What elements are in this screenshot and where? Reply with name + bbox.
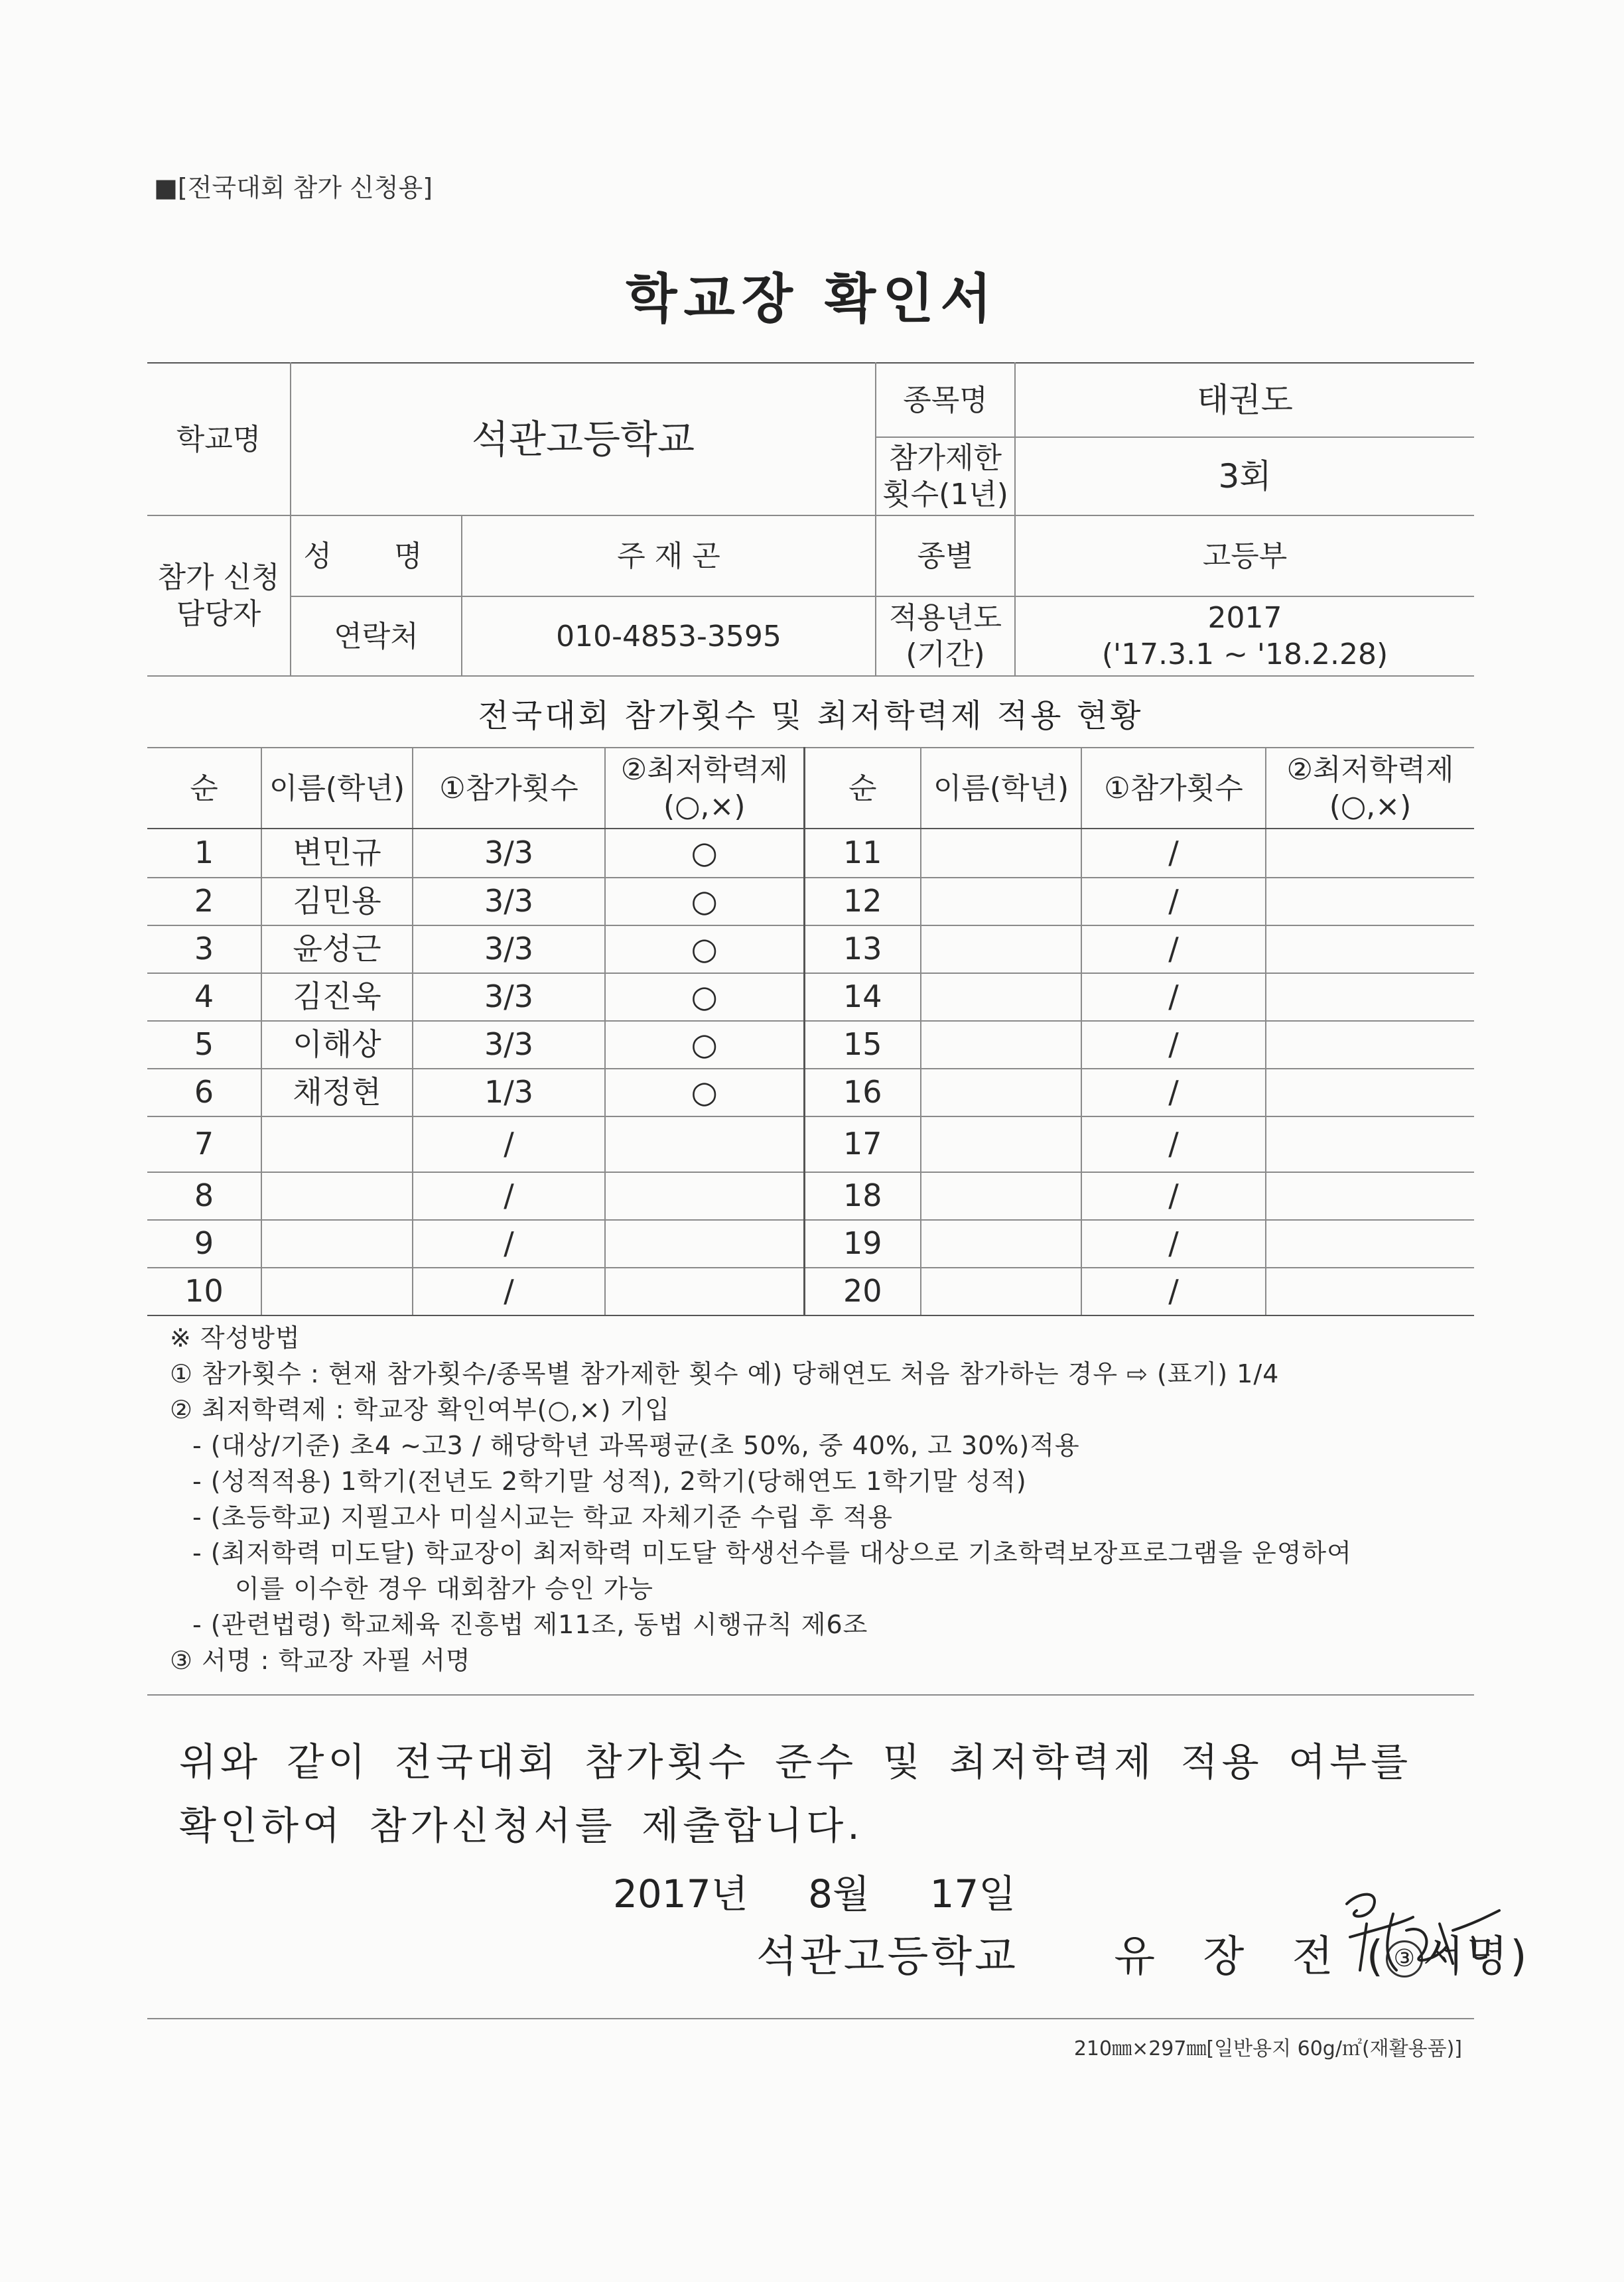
cell-min [1266,878,1474,925]
cell-no: 6 [147,1069,261,1116]
col-min: ②최저학력제 (○,×) [605,748,804,829]
note-2: ② 최저학력제 : 학교장 확인여부(○,×) 기입 [170,1395,670,1424]
cell-no: 19 [804,1220,921,1268]
cell-name [921,1069,1081,1116]
cell-count: / [1081,1268,1266,1315]
cell-name: 채정현 [261,1069,413,1116]
cell-no: 3 [147,925,261,973]
date-year: 2017년 [613,1871,748,1916]
cell-name [921,973,1081,1021]
cell-name [921,878,1081,925]
cell-name [921,1116,1081,1172]
cell-min [605,1116,804,1172]
event-label: 종목명 [876,363,1015,437]
cell-count: 3/3 [413,829,605,878]
confirmation-statement: 위와 같이 전국대회 참가횟수 준수 및 최저학력제 적용 여부를 확인하여 참가신청서를 제출합니다. [179,1739,1412,1848]
limit-label: 참가제한 횟수(1년) [876,437,1015,515]
year-value: 2017 [1207,601,1282,635]
col-name: 이름(학년) [261,748,413,829]
sign-mark-number: ③ [1386,1940,1423,1978]
cell-min [1266,1116,1474,1172]
name-value: 주 재 곤 [462,515,876,596]
cell-no: 8 [147,1172,261,1220]
school-value: 석관고등학교 [291,363,876,515]
bottom-divider [147,2018,1474,2019]
cell-count: / [1081,1220,1266,1268]
contact-value: 010-4853-3595 [462,596,876,676]
col-name: 이름(학년) [921,748,1081,829]
cell-name [921,1220,1081,1268]
cell-name [921,1172,1081,1220]
table-row [147,1220,1474,1268]
cell-min [1266,925,1474,973]
cell-name [921,1021,1081,1069]
date [613,1863,1016,1918]
note-3: ③ 서명 : 학교장 자필 서명 [170,1646,471,1675]
cell-no: 10 [147,1268,261,1315]
date-day: 17일 [929,1871,1016,1916]
writing-instructions [170,1320,1483,1678]
page-title: 학교장 확인서 [626,268,998,330]
cell-name [921,1268,1081,1315]
cell-count: / [1081,925,1266,973]
cell-count: / [1081,1069,1266,1116]
cell-min [1266,973,1474,1021]
cell-no: 1 [147,829,261,878]
cell-min: ○ [605,925,804,973]
cell-count: 3/3 [413,973,605,1021]
cell-min: ○ [605,1021,804,1069]
period-value: ('17.3.1 ~ '18.2.28) [1101,638,1388,671]
cell-no: 15 [804,1021,921,1069]
category-label: 종별 [876,515,1015,596]
table-row [147,1268,1474,1315]
paper-spec: 210㎜×297㎜[일반용지 60g/㎡(재활용품)] [1073,2037,1462,2060]
cell-name [261,1116,413,1172]
note-2a: - (대상/기준) 초4 ~고3 / 해당학년 과목평균(초 50%, 중 40%, 고 30%)적용 [192,1431,1080,1460]
name-label: 성 명 [291,515,462,596]
cell-no: 13 [804,925,921,973]
date-month: 8월 [808,1871,870,1916]
cell-count: 3/3 [413,1021,605,1069]
participation-table [147,747,1474,1316]
cell-count: / [1081,973,1266,1021]
note-2d-cont: 이를 이수한 경우 대회참가 승인 가능 [235,1574,654,1603]
cell-name [921,829,1081,878]
cell-count: 3/3 [413,878,605,925]
table-row [147,1172,1474,1220]
cell-no: 20 [804,1268,921,1315]
col-no: 순 [804,748,921,829]
cell-min [1266,829,1474,878]
cell-count: / [413,1268,605,1315]
col-min: ②최저학력제 (○,×) [1266,748,1474,829]
form-tag: ■[전국대회 참가 신청용] [154,173,433,202]
cell-name: 윤성근 [261,925,413,973]
cell-min [605,1172,804,1220]
cell-name: 김민용 [261,878,413,925]
cell-no: 18 [804,1172,921,1220]
col-no: 순 [147,748,261,829]
note-2d: - (최저학력 미도달) 학교장이 최저학력 미도달 학생선수를 대상으로 기초학력보장프로그램을 운영하여 [192,1538,1352,1568]
cell-count: / [1081,1021,1266,1069]
cell-min [1266,1172,1474,1220]
event-value: 태권도 [1015,363,1474,437]
handwritten-signature [1320,1884,1519,1990]
table-row [147,878,1474,925]
cell-count: / [1081,878,1266,925]
cell-no: 5 [147,1021,261,1069]
year-cell [1015,596,1474,676]
col-count: ①참가횟수 [413,748,605,829]
school-label: 학교명 [147,363,291,515]
cell-name [261,1220,413,1268]
table-row [147,829,1474,878]
cell-count: 1/3 [413,1069,605,1116]
applicant-label: 참가 신청 담당자 [147,515,291,676]
cell-min [605,1220,804,1268]
cell-no: 14 [804,973,921,1021]
cell-count: / [1081,1116,1266,1172]
cell-min [1266,1268,1474,1315]
applicant-info-table [147,362,1474,677]
contact-label: 연락처 [291,596,462,676]
table-row [147,1069,1474,1116]
cell-no: 4 [147,973,261,1021]
cell-name [261,1172,413,1220]
sign-mark-label: 서명 [1422,1932,1511,1981]
cell-no: 7 [147,1116,261,1172]
cell-count: / [1081,1172,1266,1220]
cell-name: 김진욱 [261,973,413,1021]
cell-no: 2 [147,878,261,925]
cell-name [261,1268,413,1315]
cell-min [1266,1220,1474,1268]
col-count: ①참가횟수 [1081,748,1266,829]
cell-min: ○ [605,878,804,925]
note-2e: - (관련법령) 학교체육 진흥법 제11조, 동법 시행규칙 제6조 [192,1610,868,1639]
year-label: 적용년도 (기간) [876,596,1015,676]
cell-no: 16 [804,1069,921,1116]
table-row [147,925,1474,973]
cell-min [1266,1021,1474,1069]
cell-count: 3/3 [413,925,605,973]
note-2c: - (초등학교) 지필고사 미실시교는 학교 자체기준 수립 후 적용 [192,1503,893,1532]
cell-count: / [413,1172,605,1220]
cell-min: ○ [605,1069,804,1116]
limit-value: 3회 [1015,437,1474,515]
table-row [147,1116,1474,1172]
principal-name: 유 장 전 [1114,1932,1351,1981]
sign-mark: ( ③ 서명) [1366,1932,1530,1981]
cell-min [605,1268,804,1315]
category-value: 고등부 [1015,515,1474,596]
cell-count: / [1081,829,1266,878]
cell-min: ○ [605,973,804,1021]
cell-name: 이해상 [261,1021,413,1069]
cell-count: / [413,1220,605,1268]
note-1: ① 참가횟수 : 현재 참가횟수/종목별 참가제한 횟수 예) 당해연도 처음 참가하는 경우 ⇨ (표기) 1/4 [170,1359,1280,1388]
cell-min [1266,1069,1474,1116]
cell-count: / [413,1116,605,1172]
cell-no: 12 [804,878,921,925]
table-row [147,1021,1474,1069]
table-row [147,973,1474,1021]
cell-name: 변민규 [261,829,413,878]
notes-heading: ※ 작성방법 [170,1323,301,1353]
note-2b: - (성적적용) 1학기(전년도 2학기말 성적), 2학기(당해연도 1학기말 성적) [192,1467,1027,1496]
signer-school: 석관고등학교 [756,1932,1018,1981]
cell-no: 9 [147,1220,261,1268]
cell-no: 17 [804,1116,921,1172]
section-subtitle: 전국대회 참가횟수 및 최저학력제 적용 현황 [478,697,1144,734]
divider [147,1694,1474,1696]
cell-min: ○ [605,829,804,878]
cell-no: 11 [804,829,921,878]
cell-name [921,925,1081,973]
